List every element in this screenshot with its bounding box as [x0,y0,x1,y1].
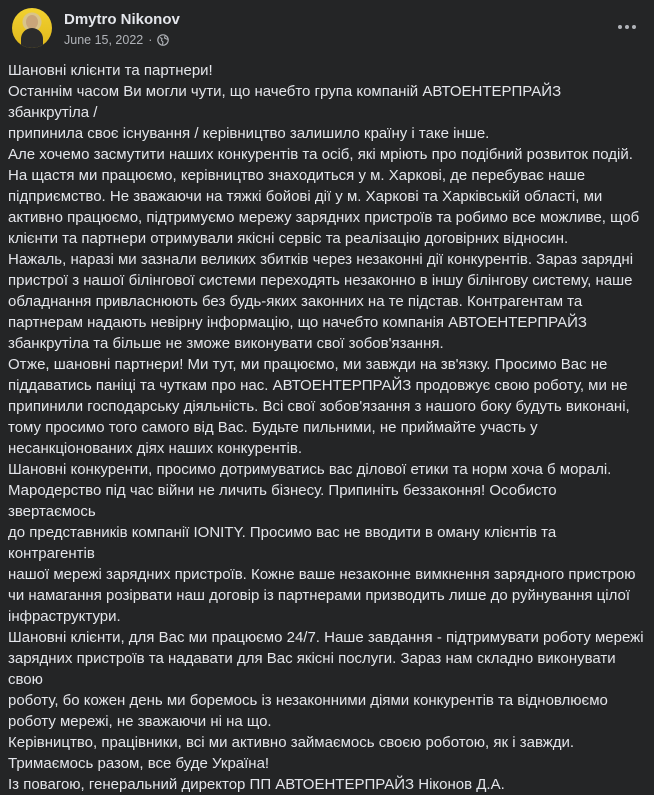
post-text-line: чи намагання розірвати наш договір із партнерами призводить лише до руйнування цілої [8,587,631,604]
post-text-line: збанкрутіла та більше не зможе виконувати свої зобов'язання. [8,335,444,352]
more-horizontal-icon [617,24,637,30]
post-text-line: пристрої з нашої білінгової системи переходять незаконно в іншу білінгову систему, наше [8,272,633,289]
post-text-line: роботу, бо кожен день ми боремось із незаконними діями конкурентів та відновлюємо [8,692,608,709]
post-text-line: Тримаємось разом, все буде Україна! [8,755,270,772]
post-header [12,8,642,52]
avatar[interactable] [12,8,52,48]
avatar-body [21,28,43,48]
post-text-line: Шановні конкуренти, просимо дотримуватись вас ділової етики та норм хоча б моралі. [8,461,612,478]
post-text-line: Отже, шановні партнери! Ми тут, ми працюємо, ми завжди на зв'язку. Просимо Вас не [8,356,608,373]
post-text-line: припинили господарську діяльність. Всі свої зобов'язання з нашого боку будуть виконані, [8,398,630,415]
post-text-line: клієнти та партнери отримували якісні сервіс та реалізацію договірних відносин. [8,230,569,247]
post-text-line: інфраструктури. [8,608,121,625]
post-text-line: нашої мережі зарядних пристроїв. Кожне ваше незаконне вимкнення зарядного пристрою [8,566,636,583]
post-text-line: піддаватись паніці та чуткам про нас. АВТОЕНТЕРПРАЙЗ продовжує свою роботу, ми не [8,377,628,394]
post-text-line: Але хочемо засмутити наших конкурентів та осіб, які мріють про подібний розвиток подій. [8,146,633,163]
post-text-line: підприємство. Не зважаючи на тяжкі бойові дії у м. Харкові та Харківській області, ми [8,188,603,205]
post-text-line: зарядних пристроїв та надавати для Вас якісні послуги. Зараз нам складно виконувати свою [8,650,616,688]
more-options-button[interactable] [612,12,642,42]
post-text-line: роботу мережі, не зважаючи ні на що. [8,713,272,730]
post-text-line: партнерам надають невірну інформацію, що начебто компанія АВТОЕНТЕРПРАЙЗ [8,314,587,331]
post-text-line: Нажаль, наразі ми зазнали великих збитків через незаконні дії конкурентів. Зараз зарядні [8,251,634,268]
post-text-line: тому просимо того самого від Вас. Будьте пильними, не приймайте участь у [8,419,538,436]
post-text-line: Останнім часом Ви могли чути, що начебто група компаній АВТОЕНТЕРПРАЙЗ збанкрутіла / [8,83,562,121]
post-text-line: Із повагою, генеральний директор ПП АВТОЕНТЕРПРАЙЗ Ніконов Д.А. [8,776,505,793]
post-text-line: Шановні клієнти, для Вас ми працюємо 24/7. Наше завдання - підтримувати роботу мережі [8,629,644,646]
post-date[interactable]: June 15, 2022 [64,33,144,47]
post-text-line: до представників компанії IONITY. Просимо вас не вводити в оману клієнтів та контрагентів [8,524,557,562]
post-text-line: несанкціонованих діях наших конкурентів. [8,440,302,457]
post-text [8,60,646,795]
post-text-line: Мародерство під час війни не личить бізнесу. Припиніть беззаконня! Особисто звертаємось [8,482,557,520]
post-text-line: На щастя ми працюємо, керівництво знаходиться у м. Харкові, де перебуває наше [8,167,586,184]
post-text-line: обладнання привласнюють без будь-яких законних на те підстав. Контрагентам та [8,293,583,310]
post-text-line: Шановні клієнти та партнери! [8,62,213,79]
post-meta [64,33,169,47]
post-text-line: припинила своє існування / керівництво залишило країну і таке інше. [8,125,490,142]
meta-separator: · [148,33,153,47]
post-text-line: Керівництво, працівники, всі ми активно займаємось своєю роботою, як і завжди. [8,734,575,751]
globe-icon[interactable] [157,34,169,46]
author-name[interactable]: Dmytro Nikonov [64,11,180,28]
post-text-line: активно працюємо, підтримуємо мережу зарядних пристроїв та робимо все можливе, щоб [8,209,640,226]
avatar-head [26,15,38,29]
